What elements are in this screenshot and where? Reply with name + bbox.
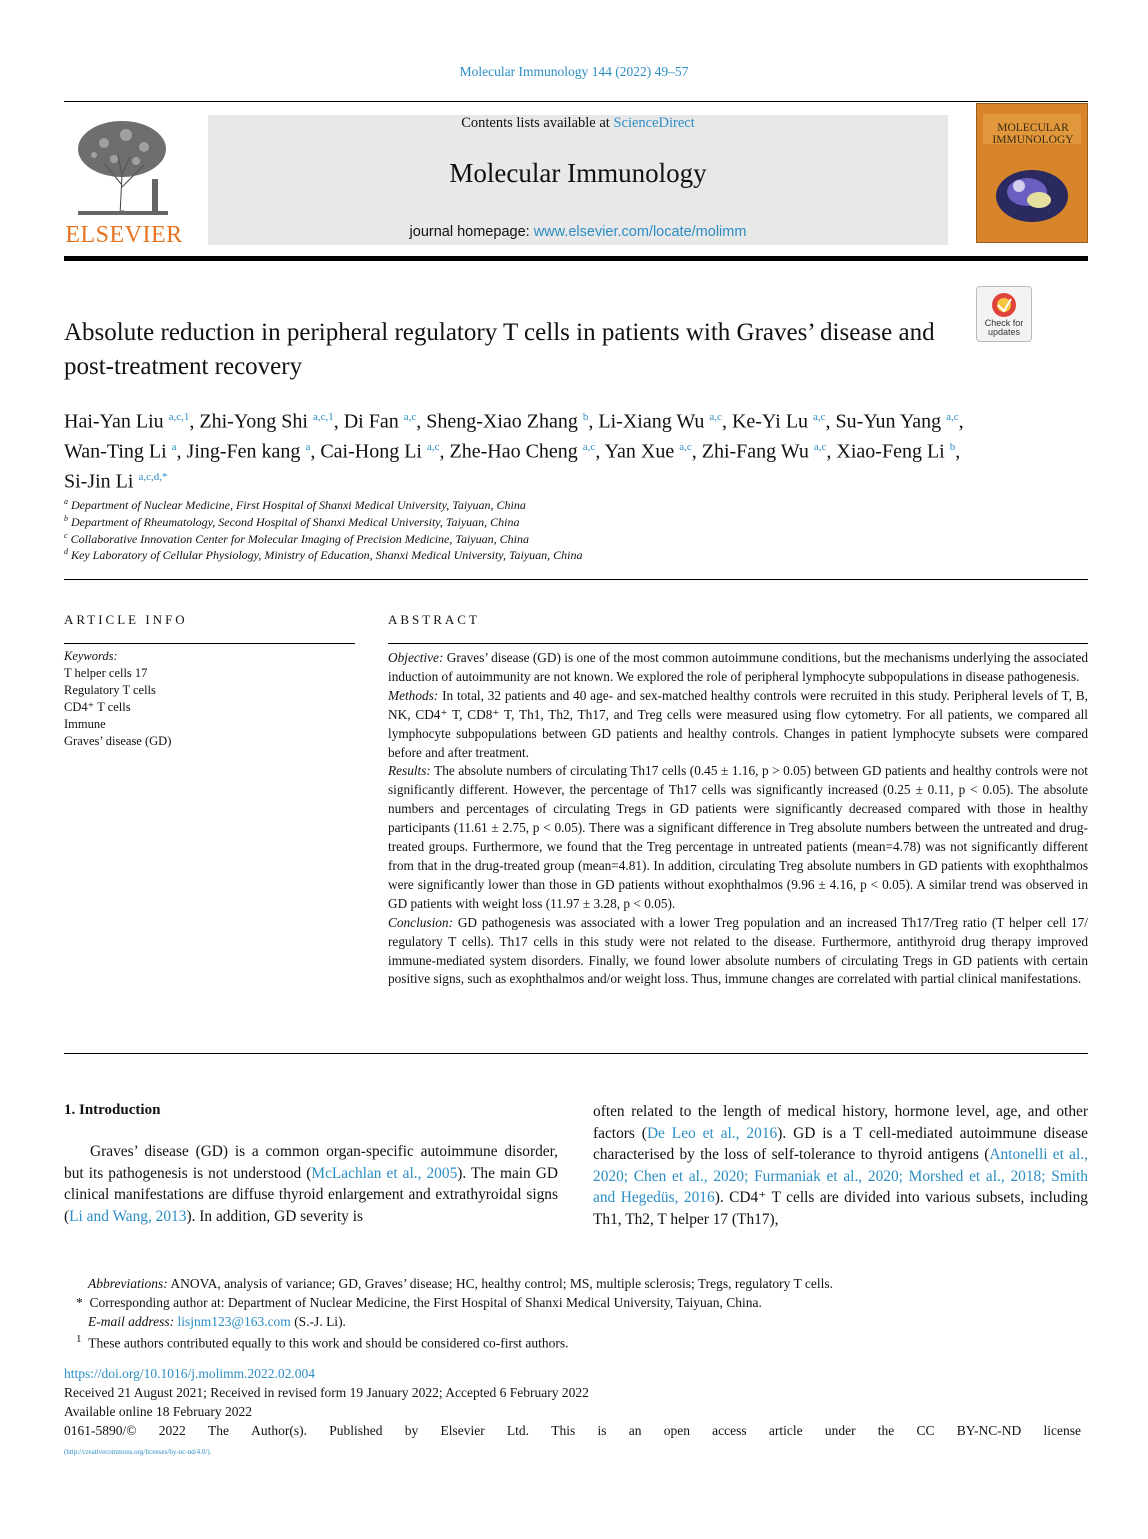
elsevier-wordmark: ELSEVIER xyxy=(65,222,183,248)
keyword: Graves’ disease (GD) xyxy=(64,734,172,748)
author-affiliation-marks[interactable]: b xyxy=(582,411,589,423)
abstract-methods xyxy=(388,687,1088,763)
abstract-rule xyxy=(388,643,1088,644)
affiliation-c xyxy=(64,531,1064,547)
copyright-word: Published xyxy=(329,1423,383,1438)
intro-text: ). GD is a T cell-mediated autoimmune disease characterised by the loss of self-tolerance to thyroid antigens ( xyxy=(593,1124,1088,1163)
homepage-prefix: journal homepage: xyxy=(409,224,534,240)
introduction-heading: 1. Introduction xyxy=(64,1102,161,1118)
copyright-word: 2022 xyxy=(158,1423,186,1438)
intro-text: ). The main GD clinical manifestations are diffuse thyroid enlargement and extrathyroidal signs ( xyxy=(64,1164,559,1225)
author-affiliation-marks[interactable]: a,c xyxy=(709,411,722,423)
abbreviations-label: Abbreviations: xyxy=(88,1276,168,1291)
author-name[interactable]: Xiao-Feng Li xyxy=(836,440,945,463)
author-affiliation-marks[interactable]: a,c xyxy=(582,441,596,454)
article-info-heading: ARTICLE INFO xyxy=(64,612,188,627)
check-for-updates-label: Check for updates xyxy=(984,318,1024,337)
methods-text: In total, 32 patients and 40 age- and sex-matched healthy controls were recruited in this study. Peripheral levels of T, B, NK, CD4⁺ T, CD8⁺ T, Th1, Th2, Th17, and Treg cells were measured using flow cytometry. For all patients, we compared all lymphocyte subpopulations between GD patients and healthy controls. Changes in patient lymphocyte subsets were compared before and after treatment. xyxy=(388,687,1088,760)
footnote-abbreviations xyxy=(88,1276,1088,1292)
affiliation-text: Department of Nuclear Medicine, First Hospital of Shanxi Medical University, Taiyuan, China xyxy=(71,498,526,512)
license-link[interactable]: (http://creativecommons.org/licenses/by-nc-nd/4.0/). xyxy=(64,1448,212,1456)
abstract-end-rule xyxy=(64,1053,1088,1054)
author-name[interactable]: Hai-Yan Liu xyxy=(64,410,164,433)
keywords-block xyxy=(64,648,354,750)
results-label: Results: xyxy=(388,763,431,779)
copyright-word: Author(s). xyxy=(251,1423,308,1438)
author-affiliation-marks[interactable]: a,c xyxy=(813,441,827,454)
copyright-word: license xyxy=(1043,1423,1081,1438)
affiliations-rule xyxy=(64,579,1088,580)
homepage-link[interactable]: www.elsevier.com/locate/molimm xyxy=(533,224,747,240)
cover-title: MOLECULAR IMMUNOLOGY xyxy=(992,122,1074,146)
copyright-word: CC xyxy=(916,1423,935,1438)
abstract-body xyxy=(388,649,1088,989)
affiliation-d xyxy=(64,547,1064,563)
copyright-word: the xyxy=(877,1423,895,1438)
abstract-conclusion xyxy=(388,914,1088,990)
copyright-word: Elsevier xyxy=(440,1423,485,1438)
affiliation-text: Key Laboratory of Cellular Physiology, Ministry of Education, Shanxi Medical University, Taiyuan, China xyxy=(71,548,583,562)
author-affiliation-marks[interactable]: a,c xyxy=(679,441,692,454)
abstract-heading: ABSTRACT xyxy=(388,612,480,627)
author-affiliation-marks[interactable]: a,c,d,* xyxy=(138,471,168,484)
author-name[interactable]: Yan Xue xyxy=(604,440,675,463)
conclusion-text: GD pathogenesis was associated with a lower Treg population and an increased Th17/Treg ratio (T helper cell 17/ regulatory T cells). Th17 cells in this study were not related to the disease. Furthermore, antithyroid drug therapy improved immune-mediated system disorders. Finally, we found lower absolute numbers of circulating Tregs in GD patients with certain positive signs, such as exophthalmos and/or weight loss. Thus, immune changes are correlated with partial clinical manifestations. xyxy=(388,914,1088,987)
asterisk-mark: * xyxy=(76,1295,83,1310)
citation-link[interactable]: De Leo et al., 2016 xyxy=(646,1124,778,1142)
author-affiliation-marks[interactable]: a,c xyxy=(946,411,959,423)
author-name[interactable]: Ke-Yi Lu xyxy=(731,410,809,433)
header-thick-rule xyxy=(64,256,1088,261)
copyright-word: by xyxy=(404,1423,419,1438)
author-name[interactable]: Wan-Ting Li xyxy=(64,440,167,463)
keyword: CD4⁺ T cells xyxy=(64,700,131,714)
affiliation-text: Department of Rheumatology, Second Hospital of Shanxi Medical University, Taiyuan, China xyxy=(71,515,520,529)
copyright-word: under xyxy=(824,1423,856,1438)
author-affiliation-marks[interactable]: a,c,1 xyxy=(312,411,334,423)
online-date: Available online 18 February 2022 xyxy=(64,1404,252,1419)
intro-text: ). CD4⁺ T cells are divided into various subsets, including Th1, Th2, T helper 17 (Th17), xyxy=(593,1189,1088,1228)
affiliation-text: Collaborative Innovation Center for Molecular Imaging of Precision Medicine, Taiyuan, China xyxy=(70,532,529,546)
copyright-word: 0161-5890/© xyxy=(64,1423,137,1438)
author-name[interactable]: Zhi-Yong Shi xyxy=(199,410,308,433)
author-name[interactable]: Di Fan xyxy=(343,410,399,433)
results-text: The absolute numbers of circulating Th17 cells (0.45 ± 1.16, p > 0.05) between GD patients and healthy controls were not significantly different. However, the percentage of Th17 cells was significantly increased (0.25 ± 0.11, p < 0.05). The absolute numbers and percentages of circulating Tregs in GD patients were significantly decreased compared with those in healthy participants (11.61 ± 2.75, p < 0.05). There was a significant difference in Treg absolute numbers between the untreated and drug-treated groups. Furthermore, we found that the Treg percentage in untreated patients (mean=4.78) was not significantly different from that in the drug-treated group (mean=4.81). In addition, circulating Treg absolute numbers in GD patients with exophthalmos were significantly lower than those in GD patients without exophthalmos (9.96 ± 4.16, p < 0.05). A similar trend was observed in GD patients with weight loss (11.97 ± 3.28, p < 0.05). xyxy=(388,763,1088,911)
citation-link[interactable]: McLachlan et al., 2005 xyxy=(311,1164,458,1182)
corresponding-text: Corresponding author at: Department of Nuclear Medicine, the First Hospital of Shanxi Medical University, Taiyuan, China. xyxy=(89,1295,762,1310)
author-name[interactable]: Zhi-Fang Wu xyxy=(701,440,809,463)
citation-link[interactable]: Li and Wang, 2013 xyxy=(69,1207,187,1225)
copyright-word: article xyxy=(768,1423,803,1438)
intro-text: Graves’ disease (GD) is a common organ-specific autoimmune disorder, but its pathogenesis is not understood ( xyxy=(64,1143,558,1182)
abstract-objective xyxy=(388,649,1088,687)
copyright-word: is xyxy=(597,1423,607,1438)
copyright-word: The xyxy=(207,1423,229,1438)
email-suffix: (S.-J. Li). xyxy=(294,1314,346,1329)
author-name[interactable]: Jing-Fen kang xyxy=(186,440,301,463)
copyright-word: Ltd. xyxy=(506,1423,530,1438)
footnote-mark: 1 xyxy=(76,1333,82,1345)
keyword: T helper cells 17 xyxy=(64,666,148,680)
keyword: Regulatory T cells xyxy=(64,683,156,697)
keywords-label: Keywords: xyxy=(64,649,118,663)
contents-line xyxy=(208,115,948,132)
copyright-word: open xyxy=(663,1423,690,1438)
header-rule xyxy=(64,101,1088,102)
intro-left-column xyxy=(64,1141,558,1227)
abstract-results xyxy=(388,762,1088,913)
author-name[interactable]: Cai-Hong Li xyxy=(320,440,422,463)
author-affiliation-marks[interactable]: a,c xyxy=(813,411,826,423)
objective-label: Objective: xyxy=(388,650,444,665)
contents-prefix: Contents lists available at xyxy=(461,115,614,131)
sciencedirect-link[interactable]: ScienceDirect xyxy=(613,115,695,131)
journal-reference[interactable]: Molecular Immunology 144 (2022) 49–57 xyxy=(459,64,689,79)
copyright-word: an xyxy=(628,1423,642,1438)
copyright-line xyxy=(64,1423,1081,1439)
author-name[interactable]: Zhe-Hao Cheng xyxy=(449,440,578,463)
objective-text: Graves’ disease (GD) is one of the most common autoimmune conditions, but the mechanisms underlying the associated induction of autoimmunity are not known. We explored the role of peripheral lymphocyte subpopulations in disease pathogenesis. xyxy=(388,650,1089,684)
email-link[interactable]: lisjnm123@163.com xyxy=(177,1314,291,1329)
article-info-rule xyxy=(64,643,355,644)
author-name[interactable]: Su-Yun Yang xyxy=(835,410,942,433)
author-name[interactable]: Sheng-Xiao Zhang xyxy=(426,410,578,433)
affiliation-key: c xyxy=(64,531,68,540)
author-name[interactable]: Si-Jin Li xyxy=(64,470,134,493)
footnote-equal-contribution xyxy=(76,1333,1076,1352)
homepage-line xyxy=(208,224,948,240)
email-label: E-mail address: xyxy=(88,1314,175,1329)
footnote-corresponding xyxy=(76,1295,1076,1311)
affiliation-a xyxy=(64,497,1064,513)
journal-name: Molecular Immunology xyxy=(449,158,707,188)
doi-link[interactable]: https://doi.org/10.1016/j.molimm.2022.02.004 xyxy=(64,1366,316,1381)
received-dates: Received 21 August 2021; Received in revised form 19 January 2022; Accepted 6 February 2022 xyxy=(64,1385,589,1400)
footnote-email xyxy=(88,1314,1088,1330)
author-affiliation-marks[interactable]: a,c xyxy=(426,441,440,454)
equal-text: These authors contributed equally to this work and should be considered co-first authors. xyxy=(88,1335,569,1351)
affiliation-key: a xyxy=(64,497,68,506)
affiliation-key: d xyxy=(64,547,68,556)
author-affiliation-marks[interactable]: a,c xyxy=(403,411,417,423)
citation-link[interactable]: Antonelli et al., 2020; Chen et al., 2020; Furmaniak et al., 2020; Morshed et al., 2018; Smith and Hegedüs, 2016 xyxy=(593,1146,1088,1206)
author-name[interactable]: Li-Xiang Wu xyxy=(598,410,705,433)
intro-text: often related to the length of medical history, hormone level, age, and other factors ( xyxy=(593,1103,1088,1142)
paper-title: Absolute reduction in peripheral regulatory T cells in patients with Graves’ disease and post-treatment recovery xyxy=(64,319,935,380)
intro-text: ). In addition, GD severity is xyxy=(186,1207,363,1225)
copyright-word: This xyxy=(551,1423,576,1438)
intro-right-column xyxy=(593,1101,1088,1230)
conclusion-label: Conclusion: xyxy=(388,914,454,930)
author-list: Hai-Yan Liu $^{a,c,1}$, Zhi-Yong Shi $^{a,c,1}$, Di Fan $^{a,c}$, Sheng-Xiao Zhang $^b$, Li-Xiang Wu $^{a,c}$, Ke-Yi Lu $^{a,c}$, Su-Yun Yang $^{a,c}$, Wan-Ting Li $^a$, Jing-Fen kang $^a$, Cai-Hong Li $^{a,c}$, Zhe-Hao Cheng $^{a,c}$, Yan Xue $^{a,c}$, Zhi-Fang Wu $^{a,c}$, Xiao-Feng Li $^b$, Si-Jin Li $^{a,c,d,*}$ xyxy=(64,410,964,493)
affiliation-key: b xyxy=(64,514,68,523)
author-affiliation-marks[interactable]: a xyxy=(305,441,311,454)
author-affiliation-marks[interactable]: a,c,1 xyxy=(168,411,190,423)
copyright-word: access xyxy=(712,1423,747,1438)
author-affiliation-marks[interactable]: a xyxy=(171,441,177,454)
keyword: Immune xyxy=(64,717,106,731)
abbreviations-text: ANOVA, analysis of variance; GD, Graves’ disease; HC, healthy control; MS, multiple sclerosis; Tregs, regulatory T cells. xyxy=(170,1276,834,1291)
copyright-word: BY-NC-ND xyxy=(956,1423,1022,1438)
affiliation-b xyxy=(64,514,1064,530)
author-affiliation-marks[interactable]: b xyxy=(949,441,956,454)
methods-label: Methods: xyxy=(388,687,439,703)
